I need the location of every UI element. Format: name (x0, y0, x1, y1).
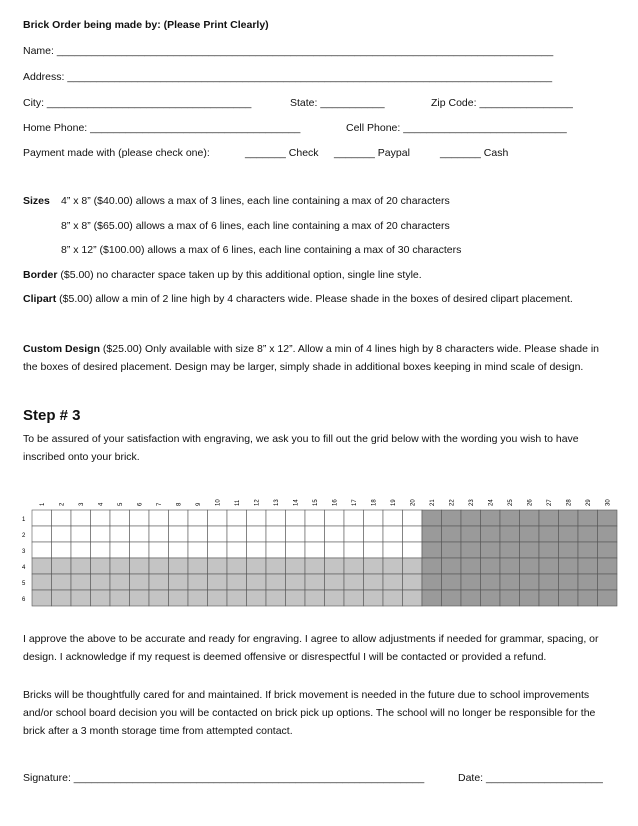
grid-cell[interactable] (32, 574, 52, 590)
grid-cell[interactable] (500, 526, 520, 542)
grid-cell[interactable] (325, 574, 345, 590)
grid-column-label: 25 (507, 499, 514, 506)
grid-cell[interactable] (208, 542, 228, 558)
grid-cell[interactable] (578, 558, 598, 574)
grid-cell[interactable] (169, 558, 189, 574)
step-intro: To be assured of your satisfaction with engraving, we ask you to fill out the grid below with the wording you wish to have inscribed onto your brick. (23, 433, 579, 463)
grid-cell[interactable] (52, 590, 72, 606)
state-field[interactable]: State: ___________ (290, 97, 385, 109)
grid-cell[interactable] (149, 526, 169, 542)
grid-cell[interactable] (344, 558, 364, 574)
grid-cell[interactable] (305, 574, 325, 590)
grid-column-label: 7 (156, 502, 163, 506)
payment-check-option[interactable]: _______ Check (245, 147, 319, 159)
grid-cell[interactable] (247, 574, 267, 590)
grid-cell[interactable] (539, 526, 559, 542)
home-phone-field[interactable]: Home Phone: ____________________________________ (23, 122, 301, 134)
grid-cell[interactable] (403, 590, 423, 606)
grid-cell[interactable] (559, 526, 579, 542)
grid-cell[interactable] (286, 558, 306, 574)
date-field[interactable]: Date: ____________________ (458, 772, 603, 784)
custom-design-text: ($25.00) Only available with size 8” x 12”. Allow a min of 4 lines high by 8 characters wide. Please shade in the boxes of desired placement. Design may be larger, simply shade in additional boxes keeping in mind scale of design. (23, 343, 600, 373)
grid-cell[interactable] (247, 526, 267, 542)
grid-column-label: 9 (195, 502, 202, 506)
grid-cell[interactable] (227, 542, 247, 558)
grid-cell[interactable] (481, 574, 501, 590)
grid-cell[interactable] (500, 542, 520, 558)
grid-cell[interactable] (539, 510, 559, 526)
grid-cell[interactable] (305, 542, 325, 558)
grid-cell[interactable] (169, 590, 189, 606)
border-option (23, 268, 422, 282)
grid-cell[interactable] (130, 558, 150, 574)
grid-column-label: 16 (332, 499, 339, 506)
grid-column-label: 3 (78, 502, 85, 506)
grid-cell[interactable] (130, 526, 150, 542)
grid-cell[interactable] (71, 590, 91, 606)
grid-cell[interactable] (539, 590, 559, 606)
grid-cell[interactable] (130, 542, 150, 558)
grid-cell[interactable] (598, 590, 618, 606)
grid-cell[interactable] (266, 510, 286, 526)
grid-cell[interactable] (578, 574, 598, 590)
grid-cell[interactable] (325, 526, 345, 542)
grid-cell[interactable] (520, 574, 540, 590)
grid-cell[interactable] (52, 558, 72, 574)
grid-cell[interactable] (578, 590, 598, 606)
zip-field[interactable]: Zip Code: ________________ (431, 97, 573, 109)
grid-cell[interactable] (344, 590, 364, 606)
grid-cell[interactable] (559, 542, 579, 558)
grid-cell[interactable] (442, 558, 462, 574)
grid-cell[interactable] (110, 590, 130, 606)
grid-cell[interactable] (169, 510, 189, 526)
grid-cell[interactable] (442, 510, 462, 526)
grid-cell[interactable] (520, 510, 540, 526)
grid-cell[interactable] (32, 542, 52, 558)
grid-cell[interactable] (598, 574, 618, 590)
grid-cell[interactable] (208, 510, 228, 526)
grid-cell[interactable] (461, 574, 481, 590)
grid-cell[interactable] (325, 590, 345, 606)
grid-cell[interactable] (305, 526, 325, 542)
grid-cell[interactable] (364, 510, 384, 526)
grid-cell[interactable] (305, 558, 325, 574)
grid-column-label: 8 (176, 502, 183, 506)
grid-cell[interactable] (188, 558, 208, 574)
grid-column-label: 24 (488, 499, 495, 506)
grid-cell[interactable] (247, 510, 267, 526)
border-label: Border (23, 269, 58, 281)
form-title: Brick Order being made by: (Please Print Clearly) (23, 19, 269, 31)
grid-cell[interactable] (383, 574, 403, 590)
grid-cell[interactable] (110, 558, 130, 574)
grid-cell[interactable] (539, 574, 559, 590)
grid-cell[interactable] (188, 510, 208, 526)
grid-column-label: 22 (449, 499, 456, 506)
grid-cell[interactable] (520, 526, 540, 542)
grid-cell[interactable] (247, 558, 267, 574)
grid-cell[interactable] (227, 526, 247, 542)
grid-cell[interactable] (442, 590, 462, 606)
grid-cell[interactable] (481, 510, 501, 526)
grid-cell[interactable] (578, 510, 598, 526)
grid-column-label: 10 (215, 499, 222, 506)
grid-cell[interactable] (442, 526, 462, 542)
grid-cell[interactable] (52, 542, 72, 558)
clipart-text: ($5.00) allow a min of 2 line high by 4 characters wide. Please shade in the boxes of desired clipart placement. (56, 293, 573, 305)
grid-cell[interactable] (344, 526, 364, 542)
grid-column-label: 28 (566, 499, 573, 506)
grid-cell[interactable] (500, 590, 520, 606)
grid-column-label: 23 (468, 499, 475, 506)
grid-cell[interactable] (364, 558, 384, 574)
grid-cell[interactable] (598, 510, 618, 526)
grid-column-label: 27 (546, 499, 553, 506)
grid-cell[interactable] (227, 590, 247, 606)
grid-column-label: 13 (273, 499, 280, 506)
grid-cell[interactable] (422, 510, 442, 526)
grid-cell[interactable] (481, 590, 501, 606)
grid-column-label: 26 (527, 499, 534, 506)
grid-cell[interactable] (149, 590, 169, 606)
engraving-grid (20, 488, 620, 610)
grid-column-label: 17 (351, 499, 358, 506)
grid-cell[interactable] (500, 558, 520, 574)
grid-cell[interactable] (598, 542, 618, 558)
address-field[interactable]: Address: ___________________________________________________________________________________ (23, 71, 553, 83)
grid-cell[interactable] (32, 590, 52, 606)
grid-cell[interactable] (481, 558, 501, 574)
grid-cell[interactable] (208, 526, 228, 542)
grid-cell[interactable] (227, 558, 247, 574)
grid-cell[interactable] (383, 590, 403, 606)
grid-cell[interactable] (364, 526, 384, 542)
grid-cell[interactable] (149, 574, 169, 590)
grid-cell[interactable] (305, 590, 325, 606)
grid-cell[interactable] (403, 526, 423, 542)
grid-cell[interactable] (71, 558, 91, 574)
grid-cell[interactable] (32, 526, 52, 542)
grid-cell[interactable] (91, 558, 111, 574)
grid-column-label: 2 (59, 502, 66, 506)
grid-cell[interactable] (188, 526, 208, 542)
grid-cell[interactable] (325, 510, 345, 526)
custom-design-option (23, 340, 613, 376)
grid-cell[interactable] (227, 574, 247, 590)
grid-cell[interactable] (110, 510, 130, 526)
grid-cell[interactable] (422, 558, 442, 574)
grid-column-label: 15 (312, 499, 319, 506)
grid-cell[interactable] (266, 590, 286, 606)
grid-cell[interactable] (442, 574, 462, 590)
grid-cell[interactable] (442, 542, 462, 558)
sizes-label: Sizes (23, 195, 50, 207)
grid-cell[interactable] (344, 574, 364, 590)
grid-cell[interactable] (481, 542, 501, 558)
grid-cell[interactable] (32, 510, 52, 526)
grid-cell[interactable] (520, 542, 540, 558)
grid-cell[interactable] (559, 558, 579, 574)
grid-cell[interactable] (364, 590, 384, 606)
city-field[interactable]: City: ___________________________________ (23, 97, 252, 109)
grid-cell[interactable] (286, 526, 306, 542)
grid-cell[interactable] (169, 574, 189, 590)
grid-cell[interactable] (578, 526, 598, 542)
grid-row-label: 2 (22, 533, 26, 539)
grid-column-label: 14 (293, 499, 300, 506)
grid-cell[interactable] (208, 574, 228, 590)
grid-row-label: 1 (22, 517, 26, 523)
grid-cell[interactable] (500, 510, 520, 526)
grid-cell[interactable] (539, 542, 559, 558)
grid-cell[interactable] (598, 558, 618, 574)
grid-cell[interactable] (286, 510, 306, 526)
grid-cell[interactable] (188, 542, 208, 558)
grid-cell[interactable] (52, 510, 72, 526)
grid-cell[interactable] (461, 526, 481, 542)
grid-cell[interactable] (520, 558, 540, 574)
grid-cell[interactable] (110, 542, 130, 558)
grid-column-label: 19 (390, 499, 397, 506)
grid-cell[interactable] (188, 590, 208, 606)
grid-cell[interactable] (286, 542, 306, 558)
grid-cell[interactable] (91, 590, 111, 606)
grid-column-label: 12 (254, 499, 261, 506)
grid-column-label: 1 (39, 502, 46, 506)
grid-cell[interactable] (461, 542, 481, 558)
grid-cell[interactable] (481, 526, 501, 542)
grid-column-label: 11 (234, 499, 241, 506)
grid-cell[interactable] (305, 510, 325, 526)
grid-cell[interactable] (71, 542, 91, 558)
grid-cell[interactable] (130, 510, 150, 526)
grid-cell[interactable] (383, 510, 403, 526)
grid-cell[interactable] (500, 574, 520, 590)
grid-column-label: 5 (117, 502, 124, 506)
grid-cell[interactable] (383, 542, 403, 558)
grid-cell[interactable] (110, 574, 130, 590)
size-option-4x8: 4” x 8” ($40.00) allows a max of 3 lines, each line containing a max of 20 characters (61, 195, 450, 207)
grid-cell[interactable] (247, 542, 267, 558)
grid-cell[interactable] (422, 542, 442, 558)
grid-cell[interactable] (520, 590, 540, 606)
care-text: Bricks will be thoughtfully cared for and maintained. If brick movement is needed in the future due to school improvements and/or school board decision you will be contacted on brick pick up options. The school will no longer be responsible for the brick after a 3 month storage time from attempted contact. (23, 689, 596, 737)
grid-cell[interactable] (32, 558, 52, 574)
grid-cell[interactable] (364, 574, 384, 590)
grid-cell[interactable] (539, 558, 559, 574)
grid-cell[interactable] (208, 590, 228, 606)
grid-cell[interactable] (325, 542, 345, 558)
payment-cash-option[interactable]: _______ Cash (440, 147, 509, 159)
grid-cell[interactable] (91, 574, 111, 590)
grid-column-label: 18 (371, 499, 378, 506)
grid-cell[interactable] (71, 526, 91, 542)
grid-cell[interactable] (403, 542, 423, 558)
grid-column-label: 30 (605, 499, 612, 506)
grid-cell[interactable] (91, 526, 111, 542)
step-heading: Step # 3 (23, 407, 81, 424)
grid-cell[interactable] (149, 542, 169, 558)
grid-cell[interactable] (52, 526, 72, 542)
grid-column-label: 6 (137, 502, 144, 506)
grid-cell[interactable] (578, 542, 598, 558)
size-option-8x8: 8” x 8” ($65.00) allows a max of 6 lines, each line containing a max of 20 characters (61, 220, 450, 232)
grid-cell[interactable] (403, 558, 423, 574)
grid-cell[interactable] (598, 526, 618, 542)
grid-cell[interactable] (422, 590, 442, 606)
grid-cell[interactable] (559, 574, 579, 590)
grid-cell[interactable] (149, 510, 169, 526)
grid-cell[interactable] (110, 526, 130, 542)
grid-cell[interactable] (461, 510, 481, 526)
grid-cell[interactable] (149, 558, 169, 574)
grid-cell[interactable] (344, 542, 364, 558)
grid-column-label: 29 (585, 499, 592, 506)
clipart-option (23, 290, 613, 308)
grid-cell[interactable] (247, 590, 267, 606)
grid-cell[interactable] (266, 542, 286, 558)
border-text: ($5.00) no character space taken up by this additional option, single line style. (57, 269, 422, 281)
grid-cell[interactable] (91, 542, 111, 558)
grid-cell[interactable] (52, 574, 72, 590)
grid-cell[interactable] (169, 526, 189, 542)
grid-cell[interactable] (383, 558, 403, 574)
grid-cell[interactable] (227, 510, 247, 526)
custom-design-label: Custom Design (23, 343, 101, 355)
grid-cell[interactable] (208, 558, 228, 574)
grid-cell[interactable] (286, 590, 306, 606)
payment-paypal-option[interactable]: _______ Paypal (334, 147, 410, 159)
grid-cell[interactable] (130, 590, 150, 606)
payment-label: Payment made with (please check one): (23, 147, 210, 159)
grid-cell[interactable] (71, 510, 91, 526)
grid-cell[interactable] (286, 574, 306, 590)
grid-cell[interactable] (130, 574, 150, 590)
grid-cell[interactable] (559, 510, 579, 526)
grid-cell[interactable] (403, 510, 423, 526)
grid-cell[interactable] (422, 574, 442, 590)
grid-cell[interactable] (559, 590, 579, 606)
signature-field[interactable]: Signature: ____________________________________________________________ (23, 772, 425, 784)
grid-row-label: 6 (22, 597, 26, 603)
grid-cell[interactable] (364, 542, 384, 558)
approval-text: I approve the above to be accurate and ready for engraving. I agree to allow adjustments if needed for grammar, spacing, or design. I acknowledge if my request is deemed offensive or disrespectful I will be contacted or provided a refund. (23, 633, 599, 663)
cell-phone-field[interactable]: Cell Phone: ____________________________ (346, 122, 567, 134)
grid-cell[interactable] (266, 558, 286, 574)
grid-cell[interactable] (422, 526, 442, 542)
grid-cell[interactable] (71, 574, 91, 590)
name-field[interactable]: Name: _____________________________________________________________________________________ (23, 45, 554, 57)
grid-column-label: 4 (98, 502, 105, 506)
grid-cell[interactable] (325, 558, 345, 574)
grid-cell[interactable] (344, 510, 364, 526)
grid-cell[interactable] (461, 558, 481, 574)
grid-cell[interactable] (266, 574, 286, 590)
grid-cell[interactable] (91, 510, 111, 526)
clipart-label: Clipart (23, 293, 57, 305)
grid-column-label: 20 (410, 499, 417, 506)
grid-cell[interactable] (266, 526, 286, 542)
grid-cell[interactable] (383, 526, 403, 542)
grid-cell[interactable] (188, 574, 208, 590)
grid-column-label: 21 (429, 499, 436, 506)
grid-cell[interactable] (403, 574, 423, 590)
size-option-8x12: 8” x 12” ($100.00) allows a max of 6 lines, each line containing a max of 30 characters (61, 244, 462, 256)
grid-cell[interactable] (169, 542, 189, 558)
grid-row-label: 5 (22, 581, 26, 587)
grid-row-label: 4 (22, 565, 26, 571)
grid-row-label: 3 (22, 549, 26, 555)
grid-cell[interactable] (461, 590, 481, 606)
